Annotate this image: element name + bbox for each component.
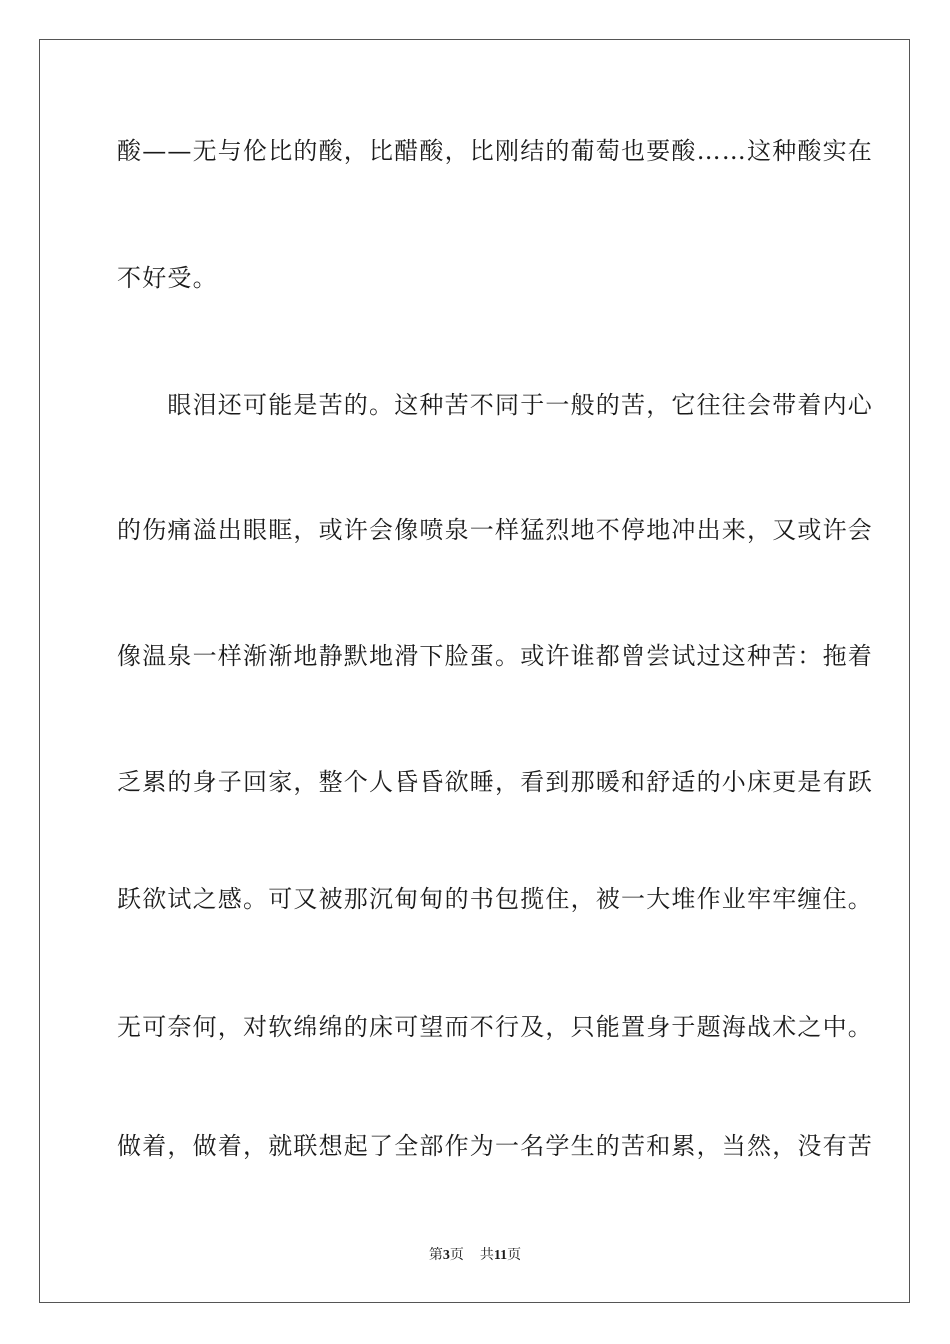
body-text-line-4: 的伤痛溢出眼眶，或许会像喷泉一样猛烈地不停地冲出来，又或许会: [117, 516, 873, 544]
total-pages-number: 11: [493, 1248, 508, 1263]
page-footer: [0, 1246, 950, 1265]
body-text-line-2: 不好受。: [117, 264, 218, 292]
body-text-line-5: 像温泉一样渐渐地静默地滑下脸蛋。或许谁都曾尝试过这种苦：拖着: [117, 642, 873, 670]
body-text-line-1: 酸——无与伦比的酸，比醋酸，比刚结的葡萄也要酸……这种酸实在: [117, 137, 873, 165]
current-page-number: 3: [442, 1248, 450, 1263]
body-text-line-3: 眼泪还可能是苦的。这种苦不同于一般的苦，它往往会带着内心: [117, 391, 873, 419]
total-prefix: 共: [479, 1247, 494, 1263]
body-text-line-8: 无可奈何，对软绵绵的床可望而不行及，只能置身于题海战术之中。: [117, 1013, 873, 1041]
page-border: [39, 39, 910, 1303]
page-prefix: 第: [428, 1247, 443, 1263]
body-text-line-9: 做着，做着，就联想起了全部作为一名学生的苦和累，当然，没有苦: [117, 1132, 873, 1160]
page-suffix: 页: [449, 1247, 464, 1263]
body-text-line-7: 跃欲试之感。可又被那沉甸甸的书包揽住，被一大堆作业牢牢缠住。: [117, 885, 873, 913]
body-text-line-6: 乏累的身子回家，整个人昏昏欲睡，看到那暖和舒适的小床更是有跃: [117, 768, 873, 796]
total-suffix: 页: [507, 1247, 522, 1263]
